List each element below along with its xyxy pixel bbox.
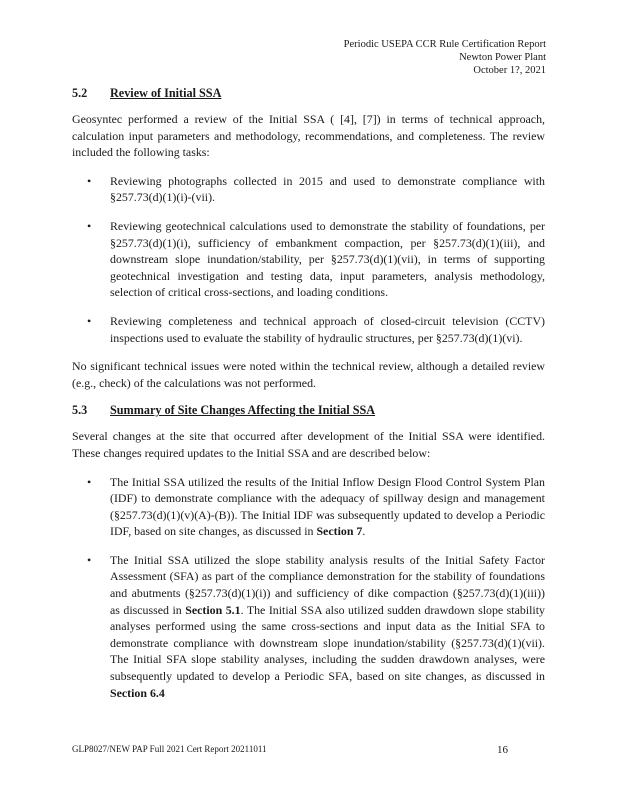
list-item-text: The Initial SSA utilized the slope stability analysis results of the Initial Safety Factor Assessment (SFA) as part of the compliance demonstration for the stability of foundations and abutments (§257.73(d)(1)(i)) and sufficiency of dike compaction (§257.73(d)(1)(iii)) as discussed in (110, 552, 545, 617)
section-title: Review of Initial SSA (110, 86, 222, 100)
section-number: 5.2 (72, 86, 88, 100)
header-plant-name: Newton Power Plant (459, 52, 546, 63)
list-item (72, 218, 545, 301)
list-item-text: The Initial SSA utilized the results of the Initial Inflow Design Flood Control System Plan (IDF) to demonstrate compliance with the adequacy of spillway design and management (§257.73(d)(1)(v)(A)-(B)). The Initial IDF was subsequently updated to develop a Periodic IDF, based on site changes, as discussed in (110, 474, 545, 539)
footer-document-id: GLP8027/NEW PAP Full 2021 Cert Report 20211011 (72, 744, 267, 754)
section-reference: Section 7 (316, 524, 363, 539)
list-item-text: . The Initial SSA also utilized sudden drawdown slope stability analyses performed using the same cross-sections and input data as the Initial SFA to demonstrate compliance with downstream slope inundation/stability (§257.73(d)(1)(vii). The Initial SFA slope stability analyses, including the sudden drawdown analyses, were subsequently updated to develop a Periodic SFA, based on site changes, as discussed in (110, 602, 545, 684)
list-item (72, 474, 545, 540)
section-5-2-intro: Geosyntec performed a review of the Initial SSA ( [4], [7]) in terms of technical approach, calculation input parameters and methodology, recommendations, and completeness. The review included the following tasks: (72, 112, 545, 160)
section-5-3-change-list (72, 474, 545, 702)
list-item-text: Reviewing photographs collected in 2015 and used to demonstrate compliance with §257.73(d)(1)(i)-(vii). (110, 173, 545, 205)
section-title: Summary of Site Changes Affecting the Initial SSA (110, 403, 376, 418)
list-item (72, 313, 545, 346)
section-number: 5.3 (72, 403, 88, 418)
list-item (72, 173, 545, 206)
page-content (72, 86, 545, 713)
bullet-icon: • (87, 474, 92, 489)
list-item (72, 552, 545, 701)
section-5-2-task-list (72, 173, 545, 346)
page-footer (72, 744, 546, 756)
bullet-icon: • (87, 313, 92, 328)
section-reference: Section 6.4 (110, 685, 165, 700)
header-date: October 1?, 2021 (473, 65, 546, 76)
bullet-icon: • (87, 218, 92, 233)
list-item-text: Reviewing completeness and technical approach of closed-circuit television (CCTV) inspections used to evaluate the stability of hydraulic structures, per §257.73(d)(1)(vi). (110, 313, 545, 345)
section-5-3-intro: Several changes at the site that occurred after development of the Initial SSA were identified. These changes required updates to the Initial SSA and are described below: (72, 429, 545, 460)
header-report-title: Periodic USEPA CCR Rule Certification Report (343, 39, 546, 50)
section-5-3-heading (72, 403, 545, 418)
section-5-2-closing: No significant technical issues were noted within the technical review, although a detailed review (e.g., check) of the calculations was not performed. (72, 359, 545, 390)
bullet-icon: • (87, 173, 92, 188)
section-reference: Section 5.1 (185, 602, 241, 617)
page-number: 16 (497, 744, 508, 756)
list-item-text: . (362, 524, 366, 539)
section-5-2-heading (72, 86, 545, 101)
bullet-icon: • (87, 552, 92, 567)
list-item-text: Reviewing geotechnical calculations used to demonstrate the stability of foundations, per §257.73(d)(1)(i), sufficiency of embankment compaction, per §257.73(d)(1)(iii), and downstream slope inundation/stability, per §257.73(d)(1)(vii), in terms of supporting geotechnical investigation and testing data, input parameters, analysis methodology, selection of critical cross-sections, and loading conditions. (110, 218, 545, 300)
page-header (344, 38, 546, 77)
